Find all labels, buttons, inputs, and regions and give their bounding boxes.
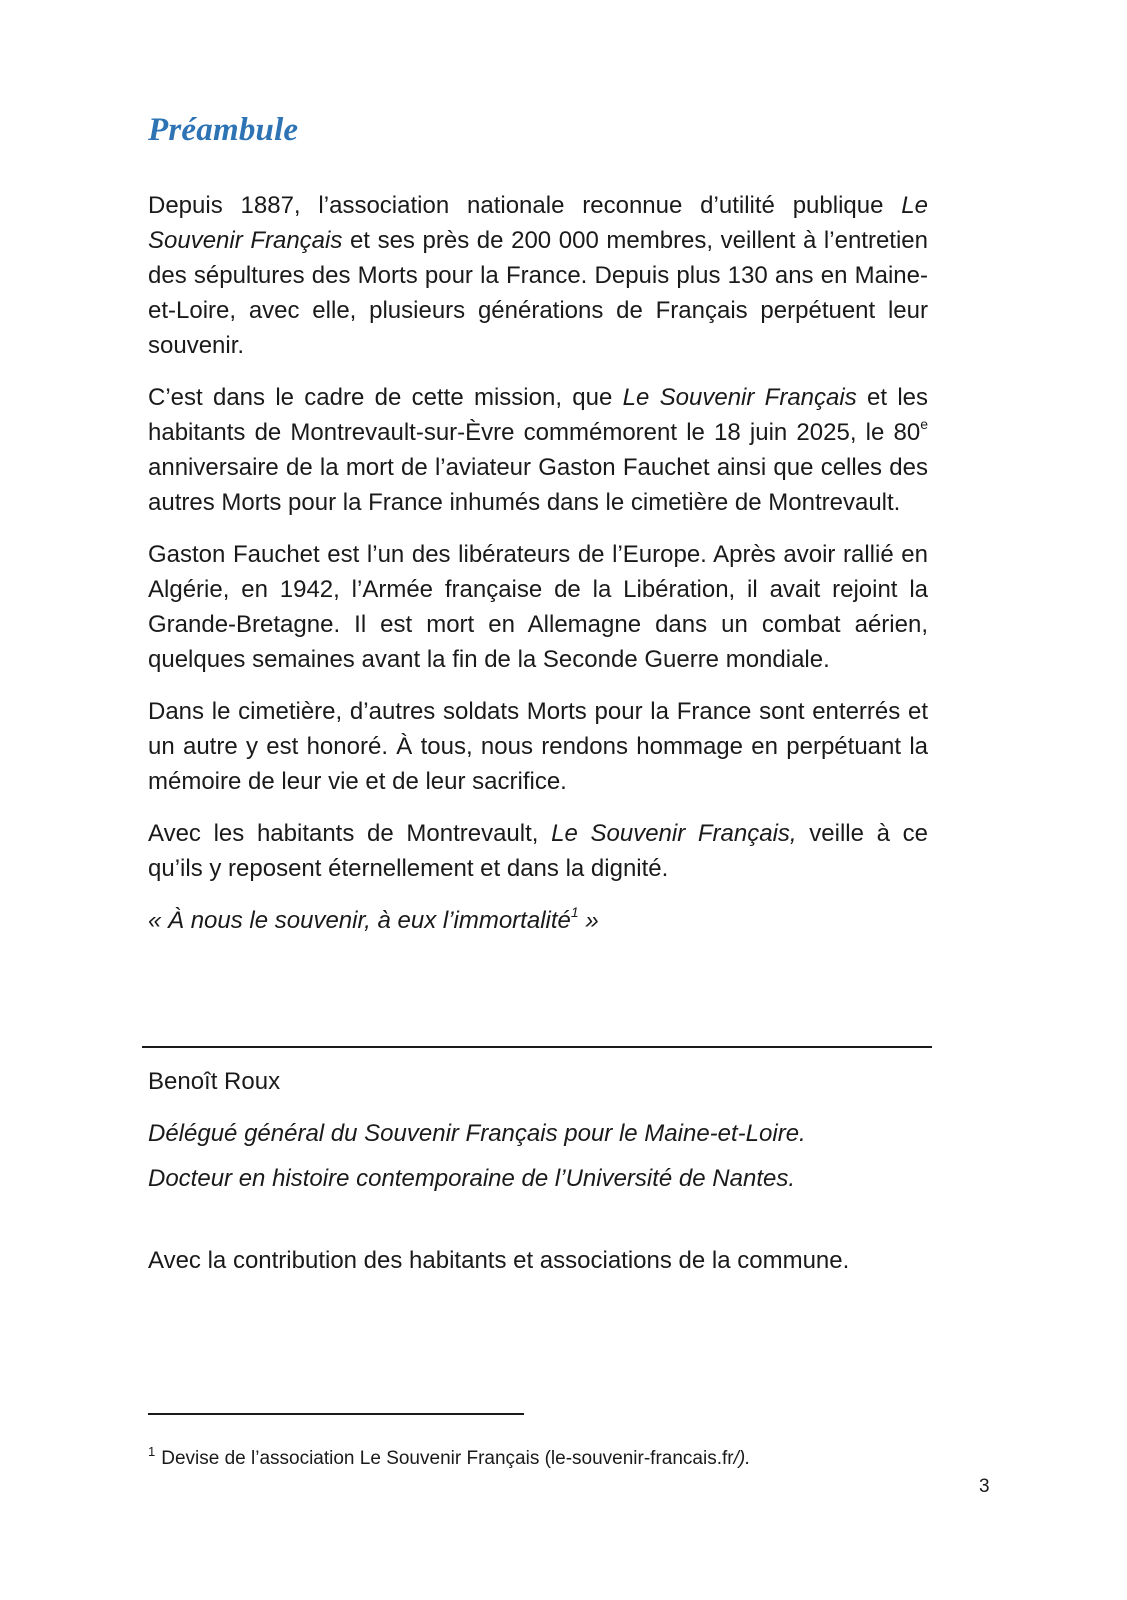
paragraph-2 <box>148 380 928 520</box>
paragraph-1-text-c: et ses près de 200 000 membres, veillent à l’entretien des sépultures des Morts pour la France. Depuis plus 130 ans en Maine-et-Loire, avec elle, plusieurs générations de Français perpétuent leur souvenir. <box>148 227 928 359</box>
motto-close: » <box>578 907 599 934</box>
footnote-reference[interactable]: 1 <box>570 904 579 920</box>
paragraph-5 <box>148 816 928 886</box>
ordinal-superscript: e <box>920 416 928 432</box>
paragraph-3: Gaston Fauchet est l’un des libérateurs de l’Europe. Après avoir rallié en Algérie, en 1942, l’Armée française de la Libération, il avait rejoint la Grande-Bretagne. Il est mort en Allemagne dans un combat aérien, quelques semaines avant la fin de la Seconde Guerre mondiale. <box>148 541 928 673</box>
preamble-body <box>148 188 928 955</box>
paragraph-5-italic: Le Souvenir Français, <box>551 820 797 847</box>
contribution-note: Avec la contribution des habitants et associations de la commune. <box>148 1247 850 1274</box>
motto-text: « À nous le souvenir, à eux l’immortalité <box>148 907 571 934</box>
paragraph-2-text-c: et les habitants de Montrevault-sur-Èvre commémorent le 18 juin 2025, le 80 <box>148 384 929 446</box>
footnote-mark: 1 <box>148 1444 156 1459</box>
paragraph-4: Dans le cimetière, d’autres soldats Morts pour la France sont enterrés et un autre y est honoré. À tous, nous rendons hommage en perpétuant la mémoire de leur vie et de leur sacrifice. <box>148 698 928 795</box>
separator-line <box>142 1046 932 1048</box>
paragraph-2-text-d: anniversaire de la mort de l’aviateur Gaston Fauchet ainsi que celles des autres Morts pour la France inhumés dans le cimetière de Montrevault. <box>148 454 928 516</box>
page-title: Préambule <box>148 112 299 148</box>
footnote-separator <box>148 1413 524 1415</box>
author-role-2: Docteur en histoire contemporaine de l’Université de Nantes. <box>148 1165 796 1192</box>
paragraph-1 <box>148 188 928 363</box>
footnote-italic: /). <box>733 1448 751 1469</box>
paragraph-1-italic: Le Souvenir Français <box>148 192 928 254</box>
paragraph-1-text-a: Depuis 1887, l’association nationale reconnue d’utilité publique <box>148 192 902 219</box>
paragraph-5-text-c: veille à ce qu’ils y reposent éternellement et dans la dignité. <box>148 820 928 882</box>
paragraph-2-text-a: C’est dans le cadre de cette mission, que <box>148 384 623 411</box>
footnote-text: Devise de l’association Le Souvenir Français (le-souvenir-francais.fr <box>161 1448 734 1469</box>
page-number: 3 <box>979 1476 990 1497</box>
signature-block <box>148 1064 938 1206</box>
footnote <box>148 1445 750 1474</box>
motto-quote <box>148 903 928 938</box>
paragraph-2-italic: Le Souvenir Français <box>622 384 857 411</box>
author-role-1: Délégué général du Souvenir Français pour le Maine-et-Loire. <box>148 1120 806 1147</box>
paragraph-5-text-a: Avec les habitants de Montrevault, <box>148 820 552 847</box>
author-name: Benoît Roux <box>148 1068 281 1095</box>
